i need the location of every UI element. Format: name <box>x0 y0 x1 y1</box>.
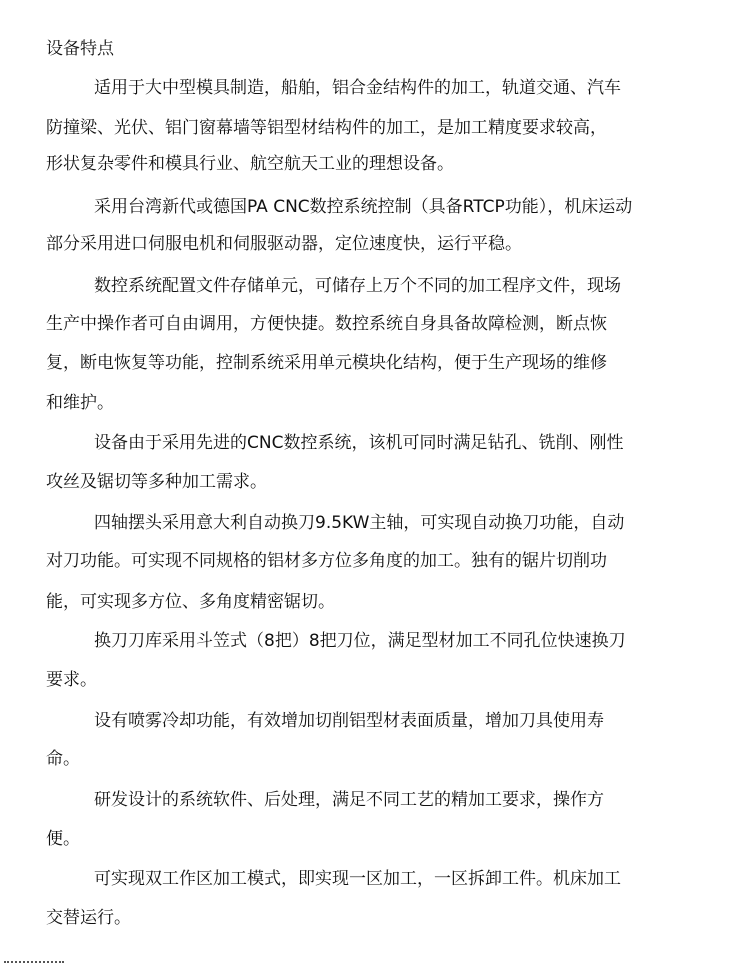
paragraph-6-line-1: 换刀刀库采用斗笠式（8把）8把刀位，满足型材加工不同孔位快速换刀 <box>94 631 626 651</box>
paragraph-9-line-1: 可实现双工作区加工模式，即实现一区加工，一区拆卸工件。机床加工 <box>94 869 621 889</box>
paragraph-3-line-1: 数控系统配置文件存储单元，可储存上万个不同的加工程序文件，现场 <box>94 276 621 296</box>
paragraph-7-line-1: 设有喷雾冷却功能，有效增加切削铝型材表面质量，增加刀具使用寿 <box>94 711 604 731</box>
paragraph-6-line-2: 要求。 <box>46 670 97 690</box>
paragraph-7-line-2: 命。 <box>46 749 80 769</box>
cut-off-text-fragment <box>0 950 90 965</box>
paragraph-8-line-2: 便。 <box>46 829 80 849</box>
paragraph-8-line-1: 研发设计的系统软件、后处理，满足不同工艺的精加工要求，操作方 <box>94 790 604 810</box>
paragraph-1-line-1: 适用于大中型模具制造，船舶，铝合金结构件的加工，轨道交通、汽车 <box>94 78 621 98</box>
paragraph-2-line-1: 采用台湾新代或德国PA CNC数控系统控制（具备RTCP功能），机床运动 <box>94 197 633 217</box>
paragraph-3-line-3: 复，断电恢复等功能，控制系统采用单元模块化结构，便于生产现场的维修 <box>46 353 607 373</box>
section-heading: 设备特点 <box>46 39 114 59</box>
paragraph-4-line-1: 设备由于采用先进的CNC数控系统，该机可同时满足钻孔、铣削、刚性 <box>94 433 624 453</box>
paragraph-2-line-2: 部分采用进口伺服电机和伺服驱动器，定位速度快，运行平稳。 <box>46 234 522 254</box>
paragraph-5-line-2: 对刀功能。可实现不同规格的铝材多方位多角度的加工。独有的锯片切削功 <box>46 551 607 571</box>
paragraph-1-line-2: 防撞梁、光伏、铝门窗幕墙等铝型材结构件的加工，是加工精度要求较高， <box>46 118 607 138</box>
paragraph-4-line-2: 攻丝及锯切等多种加工需求。 <box>46 472 267 492</box>
paragraph-3-line-2: 生产中操作者可自由调用，方便快捷。数控系统自身具备故障检测，断点恢 <box>46 314 607 334</box>
paragraph-3-line-4: 和维护。 <box>46 393 114 413</box>
paragraph-9-line-2: 交替运行。 <box>46 908 131 928</box>
paragraph-1-line-3: 形状复杂零件和模具行业、航空航天工业的理想设备。 <box>46 154 454 174</box>
paragraph-5-line-3: 能，可实现多方位、多角度精密锯切。 <box>46 592 335 612</box>
paragraph-5-line-1: 四轴摆头采用意大利自动换刀9.5KW主轴，可实现自动换刀功能，自动 <box>94 513 625 533</box>
